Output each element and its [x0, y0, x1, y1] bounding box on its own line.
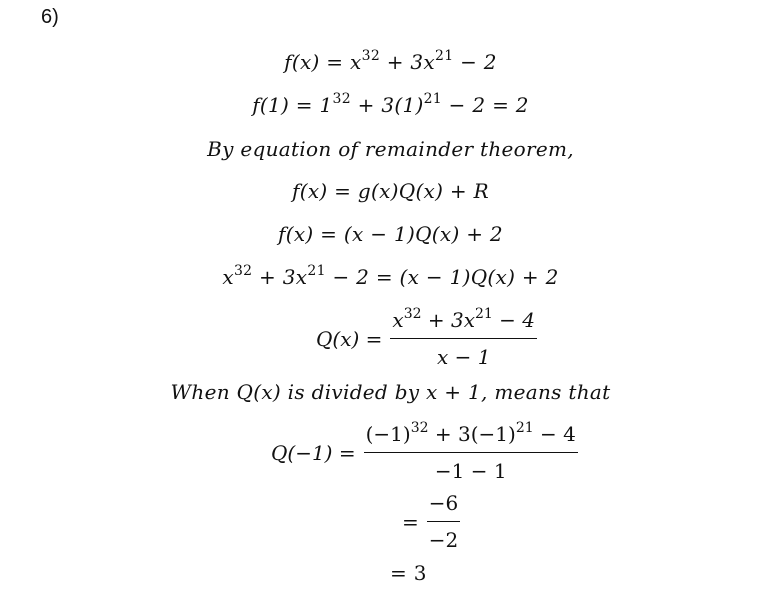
division-by-x-plus-one-statement: When Q(x) is divided by x + 1, means that	[170, 380, 611, 404]
quotient-denominator: x − 1	[436, 345, 491, 369]
equation-quotient-fraction	[316, 308, 537, 369]
quotient-fraction	[390, 308, 537, 369]
evaluate-numerator: $(-1)^{32} + 3(-1)^{21} - 4$	[365, 420, 576, 446]
final-answer: = 3	[390, 561, 427, 585]
simplified-fraction	[427, 491, 460, 552]
equation-general-division: f(x) = g(x)Q(x) + R	[292, 179, 489, 203]
remainder-theorem-statement: By equation of remainder theorem,	[207, 137, 574, 161]
question-number: 6)	[41, 6, 59, 28]
simplified-denominator: −2	[428, 528, 459, 552]
equation-simplified-fraction	[402, 491, 460, 552]
simplified-numerator: −6	[428, 491, 459, 515]
evaluate-fraction	[364, 422, 578, 483]
evaluate-denominator: −1 − 1	[434, 459, 507, 483]
equation-evaluate-at-one: $f(1) = 1^{32} + 3(1)^{21} - 2 = 2$	[252, 91, 529, 117]
equation-division-by-linear: f(x) = (x − 1)Q(x) + 2	[278, 222, 503, 246]
quotient-numerator: $x^{32} + 3x^{21} - 4$	[392, 306, 536, 332]
equation-evaluate-quotient	[271, 422, 578, 483]
equation-function-definition: $f(x) = x^{32} + 3x^{21} - 2$	[284, 48, 497, 74]
simplified-equals: =	[402, 509, 419, 534]
equation-substituted: $x^{32} + 3x^{21} - 2 = (x - 1)Q(x) + 2$	[222, 263, 559, 289]
evaluate-lhs: Q(−1) =	[271, 440, 356, 465]
quotient-lhs: Q(x) =	[316, 326, 383, 351]
